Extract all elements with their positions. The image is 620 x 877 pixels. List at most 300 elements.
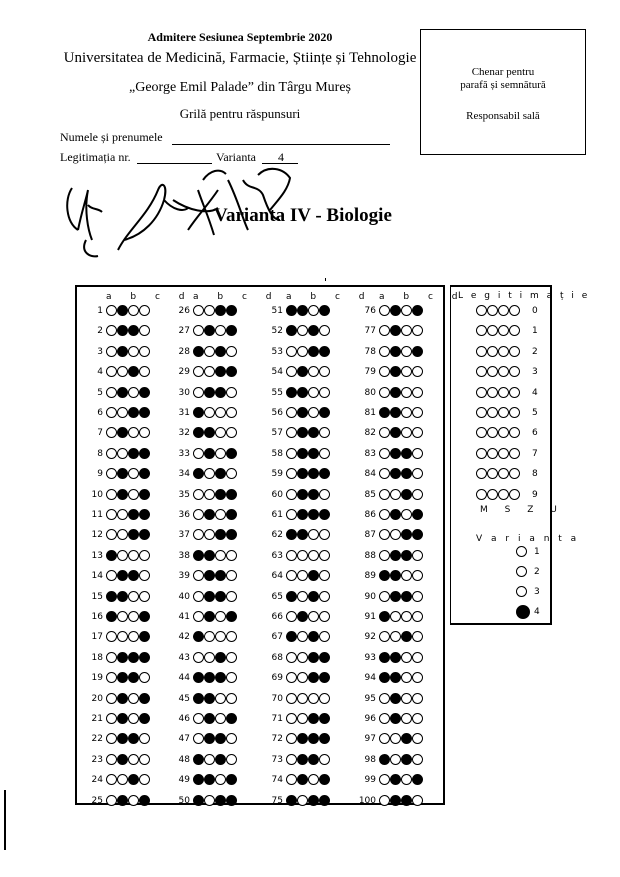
answer-bubble-c[interactable] bbox=[308, 591, 319, 602]
answer-bubble-a[interactable] bbox=[106, 591, 117, 602]
answer-bubble-d[interactable] bbox=[319, 550, 330, 561]
answer-bubble-a[interactable] bbox=[286, 652, 297, 663]
question-number: 95 bbox=[364, 693, 376, 704]
answer-bubble-a[interactable] bbox=[286, 611, 297, 622]
answer-bubble-c[interactable] bbox=[401, 611, 412, 622]
answer-bubble-c[interactable] bbox=[215, 387, 226, 398]
answer-bubble-d[interactable] bbox=[319, 387, 330, 398]
answer-bubble-b[interactable] bbox=[204, 550, 215, 561]
answer-bubble-b[interactable] bbox=[390, 591, 401, 602]
question-number: 7 bbox=[97, 428, 103, 439]
answer-bubble-b[interactable] bbox=[390, 693, 401, 704]
answer-bubble-b[interactable] bbox=[117, 713, 128, 724]
answer-bubble-c[interactable] bbox=[128, 754, 139, 765]
answer-bubble-a[interactable] bbox=[106, 693, 117, 704]
answer-bubble-d[interactable] bbox=[319, 693, 330, 704]
answer-bubble-a[interactable] bbox=[379, 652, 390, 663]
question-number: 43 bbox=[178, 652, 190, 663]
answer-bubble-b[interactable] bbox=[390, 448, 401, 459]
answer-bubble-d[interactable] bbox=[319, 346, 330, 357]
question-number: 97 bbox=[364, 734, 376, 745]
answer-bubble-c[interactable] bbox=[308, 795, 319, 806]
question-number: 67 bbox=[271, 632, 283, 643]
question-number: 37 bbox=[178, 530, 190, 541]
answer-bubble-d[interactable] bbox=[139, 346, 150, 357]
answer-bubble-d[interactable] bbox=[226, 346, 237, 357]
answer-bubble-d[interactable] bbox=[412, 509, 423, 520]
question-number: 23 bbox=[91, 754, 103, 765]
id-digit-bubble[interactable] bbox=[509, 448, 520, 459]
answer-bubble-d[interactable] bbox=[412, 305, 423, 316]
id-digit-bubble[interactable] bbox=[498, 387, 509, 398]
question-number: 78 bbox=[364, 346, 376, 357]
question-number: 3 bbox=[97, 346, 103, 357]
answer-bubble-d[interactable] bbox=[319, 407, 330, 418]
answer-bubble-d[interactable] bbox=[412, 693, 423, 704]
answer-bubble-d[interactable] bbox=[412, 652, 423, 663]
answer-bubble-c[interactable] bbox=[308, 387, 319, 398]
answer-bubble-c[interactable] bbox=[401, 754, 412, 765]
answer-bubble-c[interactable] bbox=[308, 652, 319, 663]
answer-bubble-a[interactable] bbox=[379, 693, 390, 704]
variant-bubble[interactable] bbox=[516, 566, 527, 577]
answer-bubble-a[interactable] bbox=[379, 489, 390, 500]
answer-bubble-a[interactable] bbox=[286, 754, 297, 765]
answer-bubble-b[interactable] bbox=[297, 652, 308, 663]
answer-bubble-c[interactable] bbox=[128, 448, 139, 459]
answer-bubble-d[interactable] bbox=[226, 795, 237, 806]
answer-bubble-d[interactable] bbox=[412, 489, 423, 500]
answer-bubble-b[interactable] bbox=[390, 489, 401, 500]
answer-bubble-c[interactable] bbox=[128, 387, 139, 398]
stamp-box-line2: parafă și semnătură bbox=[460, 79, 546, 91]
answer-bubble-a[interactable] bbox=[379, 346, 390, 357]
answer-bubble-b[interactable] bbox=[297, 346, 308, 357]
question-number: 17 bbox=[91, 632, 103, 643]
variant-bubble[interactable] bbox=[516, 546, 527, 557]
answer-bubble-a[interactable] bbox=[193, 795, 204, 806]
answer-bubble-b[interactable] bbox=[297, 550, 308, 561]
id-digit-bubble[interactable] bbox=[476, 346, 487, 357]
question-number: 100 bbox=[358, 795, 376, 806]
id-digit-bubble[interactable] bbox=[498, 305, 509, 316]
answer-bubble-a[interactable] bbox=[193, 509, 204, 520]
answer-bubble-d[interactable] bbox=[139, 693, 150, 704]
question-number: 47 bbox=[178, 734, 190, 745]
answer-bubble-c[interactable] bbox=[401, 489, 412, 500]
answer-bubble-c[interactable] bbox=[401, 652, 412, 663]
answer-bubble-c[interactable] bbox=[308, 509, 319, 520]
answer-bubble-a[interactable] bbox=[106, 652, 117, 663]
answer-bubble-a[interactable] bbox=[286, 489, 297, 500]
id-digit-bubble[interactable] bbox=[509, 387, 520, 398]
id-digit-bubble[interactable] bbox=[487, 489, 498, 500]
answer-bubble-a[interactable] bbox=[106, 795, 117, 806]
answer-bubble-b[interactable] bbox=[297, 448, 308, 459]
answer-bubble-a[interactable] bbox=[193, 407, 204, 418]
answer-bubble-b[interactable] bbox=[297, 611, 308, 622]
answer-bubble-b[interactable] bbox=[117, 754, 128, 765]
answer-bubble-a[interactable] bbox=[286, 713, 297, 724]
answer-bubble-a[interactable] bbox=[379, 550, 390, 561]
answer-bubble-d[interactable] bbox=[139, 407, 150, 418]
answer-bubble-c[interactable] bbox=[128, 795, 139, 806]
answer-bubble-c[interactable] bbox=[128, 305, 139, 316]
variant-bubble[interactable] bbox=[516, 586, 527, 597]
answer-bubble-b[interactable] bbox=[390, 305, 401, 316]
answer-bubble-a[interactable] bbox=[106, 387, 117, 398]
answer-bubble-d[interactable] bbox=[412, 387, 423, 398]
id-digit-bubble[interactable] bbox=[476, 407, 487, 418]
answer-bubble-d[interactable] bbox=[319, 713, 330, 724]
answer-bubble-b[interactable] bbox=[297, 795, 308, 806]
id-digit-bubble[interactable] bbox=[509, 407, 520, 418]
answer-bubble-d[interactable] bbox=[139, 713, 150, 724]
answer-bubble-d[interactable] bbox=[226, 387, 237, 398]
question-number: 38 bbox=[178, 550, 190, 561]
answer-bubble-b[interactable] bbox=[390, 550, 401, 561]
answer-bubble-b[interactable] bbox=[204, 387, 215, 398]
answer-bubble-c[interactable] bbox=[128, 611, 139, 622]
answer-bubble-a[interactable] bbox=[286, 448, 297, 459]
answer-bubble-d[interactable] bbox=[412, 346, 423, 357]
answer-bubble-b[interactable] bbox=[390, 387, 401, 398]
answer-bubble-d[interactable] bbox=[319, 509, 330, 520]
answer-bubble-d[interactable] bbox=[412, 713, 423, 724]
question-number: 76 bbox=[364, 306, 376, 316]
answer-bubble-b[interactable] bbox=[390, 652, 401, 663]
answer-bubble-b[interactable] bbox=[204, 611, 215, 622]
id-digit-bubble[interactable] bbox=[509, 305, 520, 316]
answer-bubble-c[interactable] bbox=[215, 489, 226, 500]
answer-bubble-c[interactable] bbox=[308, 693, 319, 704]
id-digit-bubble[interactable] bbox=[498, 346, 509, 357]
id-digit-bubble[interactable] bbox=[487, 346, 498, 357]
answer-bubble-d[interactable] bbox=[226, 489, 237, 500]
answer-bubble-b[interactable] bbox=[297, 509, 308, 520]
answer-bubble-a[interactable] bbox=[379, 754, 390, 765]
answer-bubble-d[interactable] bbox=[412, 448, 423, 459]
question-number: 31 bbox=[178, 408, 190, 418]
answer-bubble-c[interactable] bbox=[401, 795, 412, 806]
answer-bubble-b[interactable] bbox=[117, 509, 128, 520]
answer-bubble-c[interactable] bbox=[128, 550, 139, 561]
answer-bubble-b[interactable] bbox=[204, 795, 215, 806]
answer-bubble-c[interactable] bbox=[215, 611, 226, 622]
answer-bubble-b[interactable] bbox=[297, 693, 308, 704]
answer-bubble-c[interactable] bbox=[308, 346, 319, 357]
answer-bubble-a[interactable] bbox=[286, 305, 297, 316]
answer-bubble-d[interactable] bbox=[139, 489, 150, 500]
answer-bubble-b[interactable] bbox=[390, 611, 401, 622]
question-number: 93 bbox=[364, 652, 376, 663]
answer-bubble-b[interactable] bbox=[204, 305, 215, 316]
answer-bubble-d[interactable] bbox=[319, 795, 330, 806]
answer-bubble-a[interactable] bbox=[379, 713, 390, 724]
answer-bubble-d[interactable] bbox=[226, 550, 237, 561]
answer-bubble-b[interactable] bbox=[297, 489, 308, 500]
answer-bubble-a[interactable] bbox=[286, 795, 297, 806]
answer-bubble-a[interactable] bbox=[106, 448, 117, 459]
answer-bubble-c[interactable] bbox=[401, 387, 412, 398]
question-number: 45 bbox=[178, 693, 190, 704]
answer-bubble-c[interactable] bbox=[215, 550, 226, 561]
answer-bubble-b[interactable] bbox=[204, 713, 215, 724]
answer-bubble-d[interactable] bbox=[412, 754, 423, 765]
answer-bubble-a[interactable] bbox=[106, 509, 117, 520]
answer-bubble-d[interactable] bbox=[319, 305, 330, 316]
answer-bubble-c[interactable] bbox=[128, 591, 139, 602]
answer-bubble-d[interactable] bbox=[226, 652, 237, 663]
answer-bubble-d[interactable] bbox=[139, 795, 150, 806]
answer-bubble-b[interactable] bbox=[117, 346, 128, 357]
answer-bubble-d[interactable] bbox=[226, 713, 237, 724]
answer-bubble-a[interactable] bbox=[193, 305, 204, 316]
answer-bubble-b[interactable] bbox=[204, 346, 215, 357]
answer-bubble-c[interactable] bbox=[128, 509, 139, 520]
answer-bubble-b[interactable] bbox=[204, 591, 215, 602]
answer-bubble-c[interactable] bbox=[215, 754, 226, 765]
answer-bubble-b[interactable] bbox=[117, 448, 128, 459]
answer-bubble-d[interactable] bbox=[412, 407, 423, 418]
id-digit-bubble[interactable] bbox=[476, 489, 487, 500]
answer-bubble-a[interactable] bbox=[106, 346, 117, 357]
variant-label: 1 bbox=[534, 547, 540, 557]
answer-bubble-c[interactable] bbox=[128, 489, 139, 500]
answer-bubble-c[interactable] bbox=[401, 346, 412, 357]
answer-bubble-d[interactable] bbox=[319, 591, 330, 602]
answer-bubble-a[interactable] bbox=[379, 611, 390, 622]
answer-bubble-d[interactable] bbox=[139, 591, 150, 602]
answer-bubble-b[interactable] bbox=[117, 693, 128, 704]
answer-bubble-b[interactable] bbox=[390, 713, 401, 724]
id-digit-bubble[interactable] bbox=[509, 489, 520, 500]
answer-bubble-b[interactable] bbox=[297, 591, 308, 602]
answer-bubble-a[interactable] bbox=[379, 591, 390, 602]
answer-bubble-c[interactable] bbox=[308, 754, 319, 765]
answer-bubble-d[interactable] bbox=[319, 611, 330, 622]
answer-bubble-a[interactable] bbox=[193, 693, 204, 704]
answer-bubble-b[interactable] bbox=[297, 754, 308, 765]
answer-bubble-a[interactable] bbox=[379, 305, 390, 316]
answer-bubble-c[interactable] bbox=[308, 713, 319, 724]
answer-bubble-a[interactable] bbox=[106, 407, 117, 418]
answer-bubble-d[interactable] bbox=[319, 489, 330, 500]
answer-bubble-a[interactable] bbox=[193, 652, 204, 663]
answer-bubble-a[interactable] bbox=[379, 387, 390, 398]
id-digit-bubble[interactable] bbox=[476, 387, 487, 398]
question-number: 75 bbox=[271, 795, 283, 806]
id-digit-bubble[interactable] bbox=[487, 305, 498, 316]
answer-bubble-c[interactable] bbox=[401, 305, 412, 316]
question-number: 9 bbox=[97, 469, 103, 480]
question-number: 74 bbox=[271, 775, 283, 786]
answer-bubble-c[interactable] bbox=[215, 591, 226, 602]
id-digit-bubble[interactable] bbox=[476, 305, 487, 316]
answer-bubble-c[interactable] bbox=[128, 652, 139, 663]
answer-bubble-b[interactable] bbox=[117, 652, 128, 663]
answer-bubble-b[interactable] bbox=[390, 346, 401, 357]
question-number: 54 bbox=[271, 367, 283, 378]
answer-bubble-b[interactable] bbox=[297, 713, 308, 724]
answer-bubble-b[interactable] bbox=[204, 754, 215, 765]
question-number: 61 bbox=[271, 510, 283, 520]
answer-bubble-a[interactable] bbox=[106, 489, 117, 500]
answer-bubble-a[interactable] bbox=[286, 591, 297, 602]
id-digit-bubble[interactable] bbox=[487, 448, 498, 459]
answer-bubble-b[interactable] bbox=[117, 305, 128, 316]
answer-bubble-d[interactable] bbox=[412, 611, 423, 622]
answer-bubble-a[interactable] bbox=[193, 489, 204, 500]
answer-bubble-d[interactable] bbox=[226, 448, 237, 459]
answer-bubble-b[interactable] bbox=[204, 652, 215, 663]
answer-bubble-a[interactable] bbox=[286, 509, 297, 520]
answer-bubble-c[interactable] bbox=[215, 713, 226, 724]
answer-bubble-a[interactable] bbox=[286, 407, 297, 418]
answer-bubble-c[interactable] bbox=[308, 305, 319, 316]
answer-bubble-c[interactable] bbox=[215, 448, 226, 459]
answer-bubble-a[interactable] bbox=[286, 693, 297, 704]
answer-bubble-b[interactable] bbox=[117, 550, 128, 561]
answer-bubble-d[interactable] bbox=[139, 754, 150, 765]
answer-bubble-d[interactable] bbox=[139, 448, 150, 459]
answer-bubble-a[interactable] bbox=[193, 346, 204, 357]
answer-bubble-a[interactable] bbox=[193, 611, 204, 622]
answer-bubble-c[interactable] bbox=[401, 713, 412, 724]
answer-bubble-c[interactable] bbox=[128, 407, 139, 418]
answer-bubble-a[interactable] bbox=[286, 346, 297, 357]
answer-bubble-b[interactable] bbox=[390, 509, 401, 520]
answer-bubble-a[interactable] bbox=[106, 550, 117, 561]
answer-bubble-c[interactable] bbox=[128, 346, 139, 357]
answer-bubble-c[interactable] bbox=[128, 693, 139, 704]
answer-bubble-a[interactable] bbox=[106, 754, 117, 765]
answer-bubble-d[interactable] bbox=[139, 550, 150, 561]
question-number: 33 bbox=[178, 448, 190, 459]
id-digit-bubble[interactable] bbox=[498, 489, 509, 500]
answer-bubble-d[interactable] bbox=[226, 754, 237, 765]
id-digit-label: 5 bbox=[532, 408, 538, 418]
answer-bubble-d[interactable] bbox=[226, 591, 237, 602]
answer-bubble-a[interactable] bbox=[106, 713, 117, 724]
answer-bubble-c[interactable] bbox=[308, 611, 319, 622]
id-digit-bubble[interactable] bbox=[498, 407, 509, 418]
answer-bubble-d[interactable] bbox=[226, 611, 237, 622]
answer-bubble-a[interactable] bbox=[193, 448, 204, 459]
answer-bubble-d[interactable] bbox=[319, 754, 330, 765]
answer-bubble-d[interactable] bbox=[139, 387, 150, 398]
answer-bubble-c[interactable] bbox=[401, 693, 412, 704]
answer-bubble-a[interactable] bbox=[193, 550, 204, 561]
id-digit-bubble[interactable] bbox=[509, 346, 520, 357]
answer-bubble-b[interactable] bbox=[297, 407, 308, 418]
answer-bubble-c[interactable] bbox=[308, 448, 319, 459]
answer-bubble-a[interactable] bbox=[193, 754, 204, 765]
answer-bubble-a[interactable] bbox=[286, 387, 297, 398]
id-digit-bubble[interactable] bbox=[476, 448, 487, 459]
question-number: 72 bbox=[271, 734, 283, 745]
answer-bubble-d[interactable] bbox=[139, 509, 150, 520]
question-number: 35 bbox=[178, 489, 190, 500]
answer-bubble-a[interactable] bbox=[193, 713, 204, 724]
answer-bubble-d[interactable] bbox=[226, 693, 237, 704]
answer-bubble-d[interactable] bbox=[319, 448, 330, 459]
id-label: Legitimația nr. bbox=[60, 150, 131, 164]
answer-bubble-c[interactable] bbox=[128, 713, 139, 724]
answer-bubble-c[interactable] bbox=[308, 489, 319, 500]
answer-bubble-b[interactable] bbox=[297, 387, 308, 398]
answer-bubble-c[interactable] bbox=[401, 591, 412, 602]
answer-bubble-b[interactable] bbox=[117, 407, 128, 418]
answer-bubble-d[interactable] bbox=[226, 407, 237, 418]
id-digit-bubble[interactable] bbox=[498, 448, 509, 459]
answer-bubble-b[interactable] bbox=[117, 795, 128, 806]
answer-bubble-b[interactable] bbox=[297, 305, 308, 316]
answer-bubble-c[interactable] bbox=[215, 407, 226, 418]
answer-bubble-c[interactable] bbox=[401, 550, 412, 561]
answer-bubble-a[interactable] bbox=[193, 387, 204, 398]
answer-bubble-c[interactable] bbox=[215, 693, 226, 704]
answer-bubble-b[interactable] bbox=[390, 754, 401, 765]
answer-bubble-b[interactable] bbox=[204, 489, 215, 500]
answer-bubble-d[interactable] bbox=[226, 305, 237, 316]
id-digit-bubble[interactable] bbox=[487, 387, 498, 398]
answer-bubble-c[interactable] bbox=[308, 550, 319, 561]
answer-bubble-a[interactable] bbox=[379, 795, 390, 806]
variant-title: Varianta IV - Biologie bbox=[214, 205, 392, 226]
answer-bubble-d[interactable] bbox=[139, 652, 150, 663]
answer-bubble-b[interactable] bbox=[117, 489, 128, 500]
answer-bubble-c[interactable] bbox=[215, 795, 226, 806]
answer-bubble-b[interactable] bbox=[117, 591, 128, 602]
answer-bubble-b[interactable] bbox=[390, 407, 401, 418]
answer-bubble-b[interactable] bbox=[204, 448, 215, 459]
answer-bubble-b[interactable] bbox=[117, 611, 128, 622]
answer-bubble-d[interactable] bbox=[139, 611, 150, 622]
answer-bubble-a[interactable] bbox=[193, 591, 204, 602]
answer-bubble-c[interactable] bbox=[401, 407, 412, 418]
answer-bubble-c[interactable] bbox=[215, 509, 226, 520]
answer-bubble-d[interactable] bbox=[412, 550, 423, 561]
answer-bubble-a[interactable] bbox=[106, 305, 117, 316]
answer-bubble-c[interactable] bbox=[215, 346, 226, 357]
answer-bubble-d[interactable] bbox=[226, 509, 237, 520]
answer-bubble-b[interactable] bbox=[390, 795, 401, 806]
answer-bubble-d[interactable] bbox=[139, 305, 150, 316]
answer-bubble-a[interactable] bbox=[286, 550, 297, 561]
answer-bubble-a[interactable] bbox=[106, 611, 117, 622]
answer-bubble-c[interactable] bbox=[215, 652, 226, 663]
answer-bubble-c[interactable] bbox=[401, 448, 412, 459]
id-digit-label: 0 bbox=[532, 306, 538, 316]
answer-bubble-d[interactable] bbox=[412, 591, 423, 602]
answer-bubble-b[interactable] bbox=[204, 693, 215, 704]
variant-bubble[interactable] bbox=[516, 605, 530, 619]
answer-bubble-b[interactable] bbox=[117, 387, 128, 398]
answer-bubble-d[interactable] bbox=[319, 652, 330, 663]
answer-bubble-c[interactable] bbox=[215, 305, 226, 316]
answer-bubble-a[interactable] bbox=[379, 509, 390, 520]
answer-bubble-b[interactable] bbox=[204, 407, 215, 418]
id-digit-bubble[interactable] bbox=[487, 407, 498, 418]
answer-bubble-d[interactable] bbox=[412, 795, 423, 806]
answer-bubble-b[interactable] bbox=[204, 509, 215, 520]
answer-bubble-c[interactable] bbox=[308, 407, 319, 418]
answer-bubble-a[interactable] bbox=[379, 407, 390, 418]
answer-bubble-a[interactable] bbox=[379, 448, 390, 459]
university-name-line2: „George Emil Palade” din Târgu Mureș bbox=[129, 80, 351, 95]
answer-bubble-c[interactable] bbox=[401, 509, 412, 520]
